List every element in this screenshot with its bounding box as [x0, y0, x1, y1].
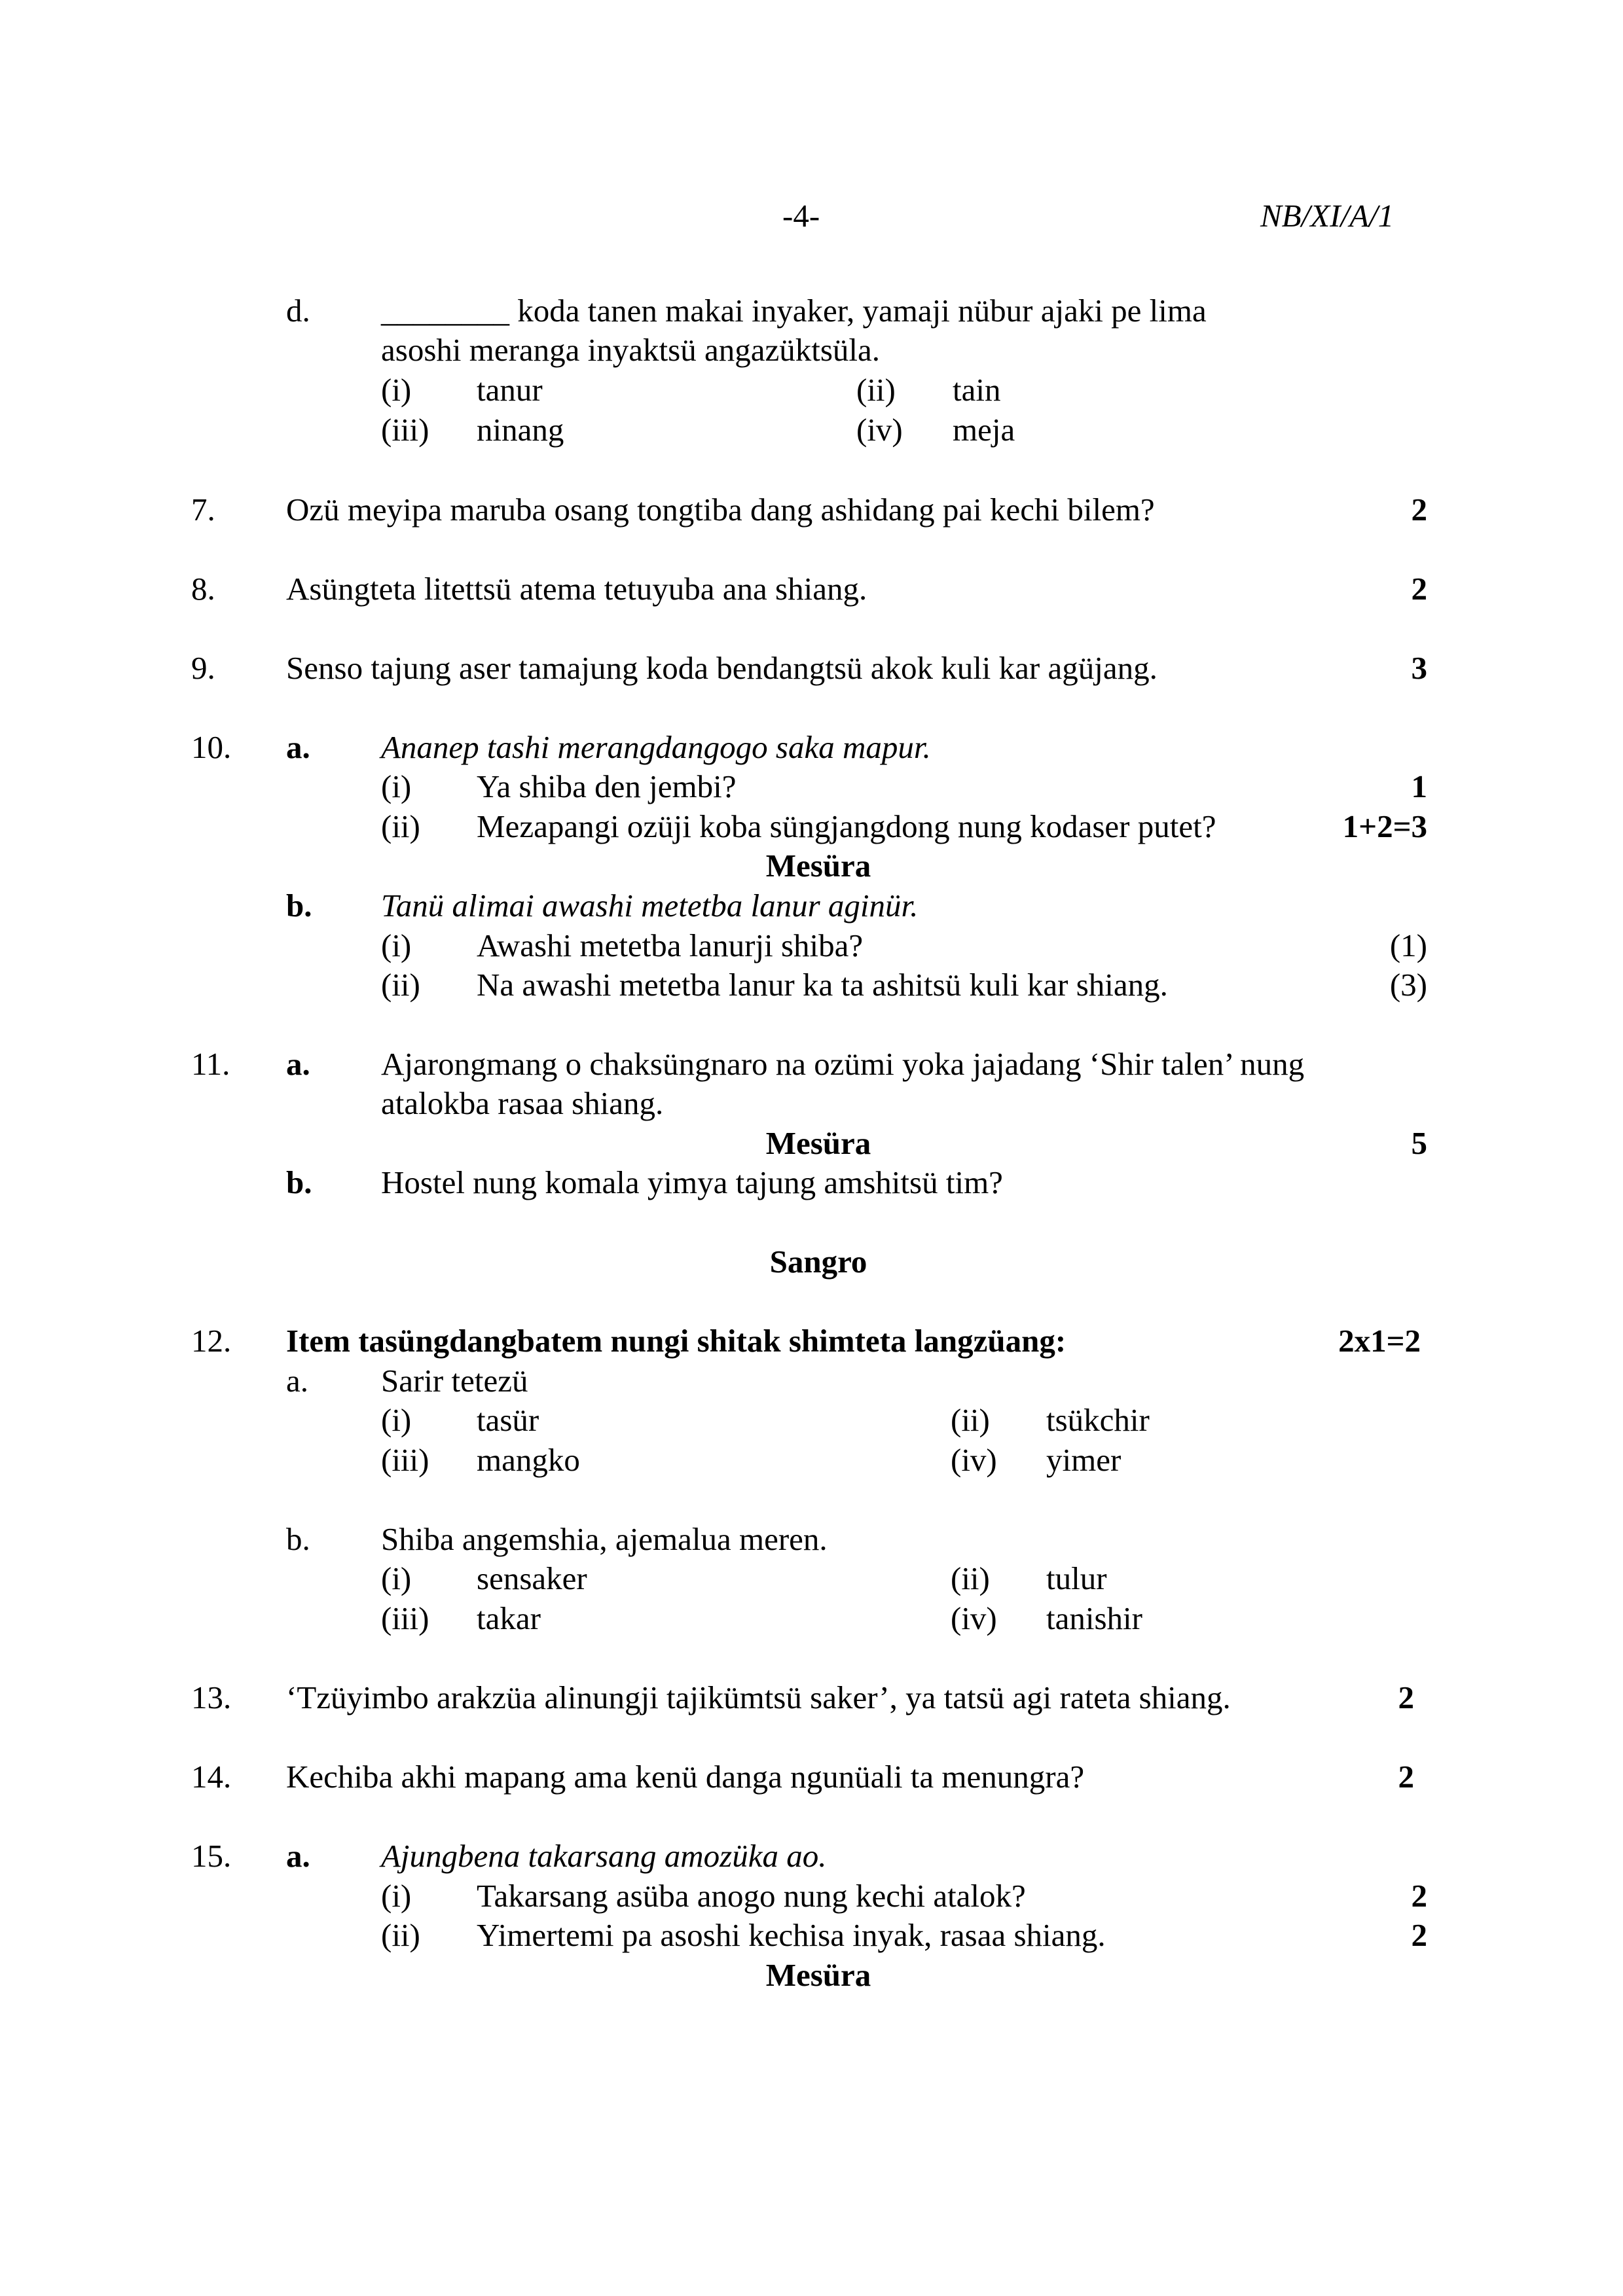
q12b-opt3-num: (iii): [381, 1600, 429, 1636]
q11a-letter: a.: [286, 1046, 310, 1082]
q10b-ii-marks: (3): [1389, 967, 1427, 1003]
q10b-i-text: Awashi metetba lanurji shiba?: [477, 927, 864, 963]
q9-marks: 3: [1411, 650, 1427, 686]
q12b-opt1-num: (i): [381, 1560, 412, 1596]
q12a-letter: a.: [286, 1363, 308, 1399]
q10b-ii-num: (ii): [381, 967, 420, 1003]
q12b-text: Shiba angemshia, ajemalua meren.: [381, 1521, 828, 1557]
q12a-opt4-num: (iv): [951, 1442, 997, 1478]
q12a-opt3-text: mangko: [477, 1442, 580, 1478]
q15a-prompt: Ajungbena takarsang amozüka ao.: [381, 1838, 827, 1874]
q9-number: 9.: [191, 650, 215, 686]
section-title: Sangro: [769, 1244, 867, 1280]
q10b-ii-text: Na awashi metetba lanur ka ta ashitsü kuli kar shiang.: [477, 967, 1168, 1003]
q6d-line2: asoshi meranga inyaktsü angazüktsüla.: [381, 332, 881, 368]
q6d-line1: ________ koda tanen makai inyaker, yamaji nübur ajaki pe lima: [381, 293, 1207, 329]
q15a-letter: a.: [286, 1838, 310, 1874]
q15a-i-marks: 2: [1411, 1878, 1427, 1914]
q15a-i-text: Takarsang asüba anogo nung kechi atalok?: [477, 1878, 1026, 1914]
q11a-line2: atalokba rasaa shiang.: [381, 1085, 664, 1121]
q12b-letter: b.: [286, 1521, 310, 1557]
q10a-ii-marks: 1+2=3: [1342, 808, 1427, 844]
q15a-ii-text: Yimertemi pa asoshi kechisa inyak, rasaa shiang.: [477, 1917, 1106, 1953]
q12b-opt4-num: (iv): [951, 1600, 997, 1636]
q7-marks: 2: [1411, 492, 1427, 528]
q6d-opt1-text: tanur: [477, 372, 543, 408]
q10a-i-text: Ya shiba den jembi?: [477, 768, 737, 804]
q12a-opt1-num: (i): [381, 1402, 412, 1438]
q12a-opt1-text: tasür: [477, 1402, 539, 1438]
q12-marks: 2x1=2: [1338, 1323, 1421, 1359]
q12a-opt2-num: (ii): [951, 1402, 990, 1438]
q14-marks: 2: [1398, 1759, 1414, 1795]
q12-number: 12.: [191, 1323, 232, 1359]
q11b-letter: b.: [286, 1164, 312, 1200]
q10a-ii-text: Mezapangi ozüji koba süngjangdong nung kodaser putet?: [477, 808, 1216, 844]
q13-text: ‘Tzüyimbo arakzüa alinungji tajikümtsü saker’, ya tatsü agi rateta shiang.: [286, 1679, 1231, 1715]
q13-number: 13.: [191, 1679, 232, 1715]
q9-text: Senso tajung aser tamajung koda bendangtsü akok kuli kar agüjang.: [286, 650, 1158, 686]
page-number: -4-: [782, 198, 820, 234]
q6d-opt4-num: (iv): [856, 412, 903, 448]
q12a-opt2-text: tsükchir: [1046, 1402, 1150, 1438]
q12-text: Item tasüngdangbatem nungi shitak shimteta langzüang:: [286, 1323, 1067, 1359]
q8-number: 8.: [191, 571, 215, 607]
q10b-prompt: Tanü alimai awashi metetba lanur aginür.: [381, 888, 919, 924]
document-code: NB/XI/A/1: [1260, 198, 1395, 234]
q12b-opt1-text: sensaker: [477, 1560, 587, 1596]
q15a-i-num: (i): [381, 1878, 412, 1914]
q11b-text: Hostel nung komala yimya tajung amshitsü tim?: [381, 1164, 1003, 1200]
q12a-text: Sarir tetezü: [381, 1363, 528, 1399]
q6d-opt2-text: tain: [953, 372, 1001, 408]
q12b-opt3-text: takar: [477, 1600, 541, 1636]
q8-text: Asüngteta litettsü atema tetuyuba ana shiang.: [286, 571, 867, 607]
q12a-opt3-num: (iii): [381, 1442, 429, 1478]
q11-marks: 5: [1411, 1125, 1427, 1161]
q10a-i-marks: 1: [1411, 768, 1427, 804]
q12b-opt4-text: tanishir: [1046, 1600, 1142, 1636]
q14-text: Kechiba akhi mapang ama kenü danga ngunüali ta menungra?: [286, 1759, 1085, 1795]
q13-marks: 2: [1398, 1679, 1414, 1715]
q6d-opt4-text: meja: [953, 412, 1015, 448]
q7-number: 7.: [191, 492, 215, 528]
q6d-opt3-num: (iii): [381, 412, 429, 448]
q6d-opt2-num: (ii): [856, 372, 896, 408]
q6d-opt1-num: (i): [381, 372, 412, 408]
q15-number: 15.: [191, 1838, 232, 1874]
q10b-i-num: (i): [381, 927, 412, 963]
q10b-letter: b.: [286, 888, 312, 924]
q7-text: Ozü meyipa maruba osang tongtiba dang ashidang pai kechi bilem?: [286, 492, 1155, 528]
q8-marks: 2: [1411, 571, 1427, 607]
q11a-line1: Ajarongmang o chaksüngnaro na ozümi yoka jajadang ‘Shir talen’ nung: [381, 1046, 1305, 1082]
q11-or-label: Mesüra: [765, 1125, 871, 1161]
q10b-i-marks: (1): [1389, 927, 1427, 963]
q10-number: 10.: [191, 729, 232, 765]
q6d-letter: d.: [286, 293, 310, 329]
q10a-i-num: (i): [381, 768, 412, 804]
q10-or-label: Mesüra: [765, 848, 871, 884]
q11-number: 11.: [191, 1046, 230, 1082]
q6d-opt3-text: ninang: [477, 412, 564, 448]
q10a-letter: a.: [286, 729, 310, 765]
q15a-ii-num: (ii): [381, 1917, 420, 1953]
q10a-ii-num: (ii): [381, 808, 420, 844]
q10a-prompt: Ananep tashi merangdangogo saka mapur.: [381, 729, 931, 765]
q14-number: 14.: [191, 1759, 232, 1795]
q12b-opt2-num: (ii): [951, 1560, 990, 1596]
q15a-ii-marks: 2: [1411, 1917, 1427, 1953]
q12b-opt2-text: tulur: [1046, 1560, 1107, 1596]
q12a-opt4-text: yimer: [1046, 1442, 1122, 1478]
q15-or-label: Mesüra: [765, 1957, 871, 1993]
